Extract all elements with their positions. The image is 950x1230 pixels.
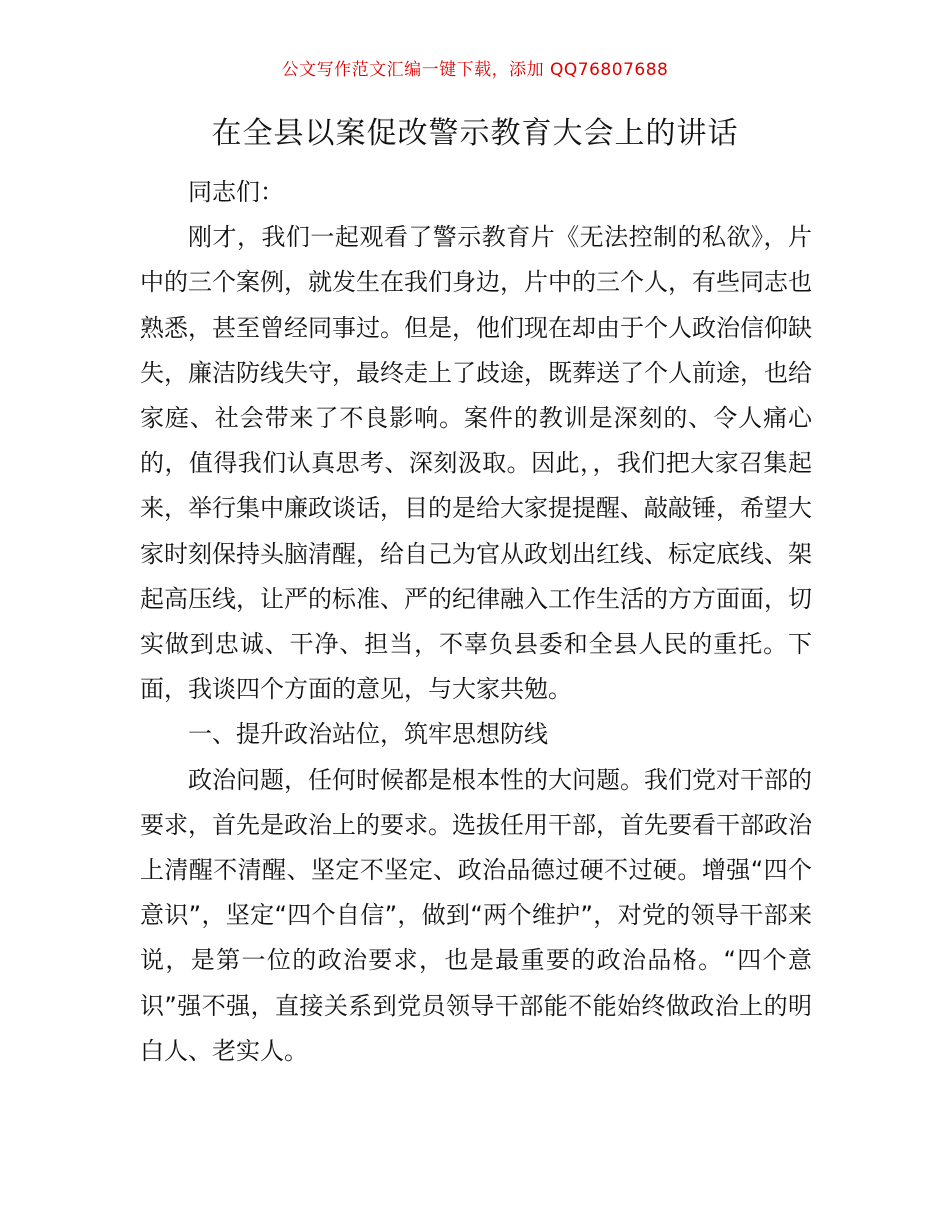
paragraph: 政治问题，任何时候都是根本性的大问题。我们党对干部的要求，首先是政治上的要求。选拔任用干部，首先要看干部政治上清醒不清醒、坚定不坚定、政治品德过硬不过硬。增强“四个意识”，坚定“四个自信”，做到“两个维护”，对党的领导干部来说，是第一位的政治要求，也是最重要的政治品格。“四个意识”强不强，直接关系到党员领导干部能不能始终做政治上的明白人、老实人。 [140, 765, 812, 1065]
promo-banner: 公文写作范文汇编一键下载，添加 QQ76807688 [281, 60, 669, 80]
document-body [140, 170, 812, 1074]
greeting: 同志们： [188, 178, 284, 206]
section-heading: 一、提升政治站位，筑牢思想防线 [188, 720, 548, 749]
paragraph: 刚才，我们一起观看了警示教育片《无法控制的私欲》，片中的三个案例，就发生在我们身边，片中的三个人，有些同志也熟悉，甚至曾经同事过。但是，他们现在却由于个人政治信仰缺失，廉洁防线失守，最终走上了歧途，既葬送了个人前途，也给家庭、社会带来了不良影响。案件的教训是深刻的、令人痛心的，值得我们认真思考、深刻汲取。因此，，我们把大家召集起来，举行集中廉政谈话，目的是给大家提提醒、敲敲锤，希望大家时刻保持头脑清醒，给自己为官从政划出红线、标定底线、架起高压线，让严的标准、严的纪律融入工作生活的方方面面，切实做到忠诚、干净、担当，不辜负县委和全县人民的重托。下面，我谈四个方面的意见，与大家共勉。 [140, 223, 812, 704]
document-title: 在全县以案促改警示教育大会上的讲话 [211, 116, 739, 151]
